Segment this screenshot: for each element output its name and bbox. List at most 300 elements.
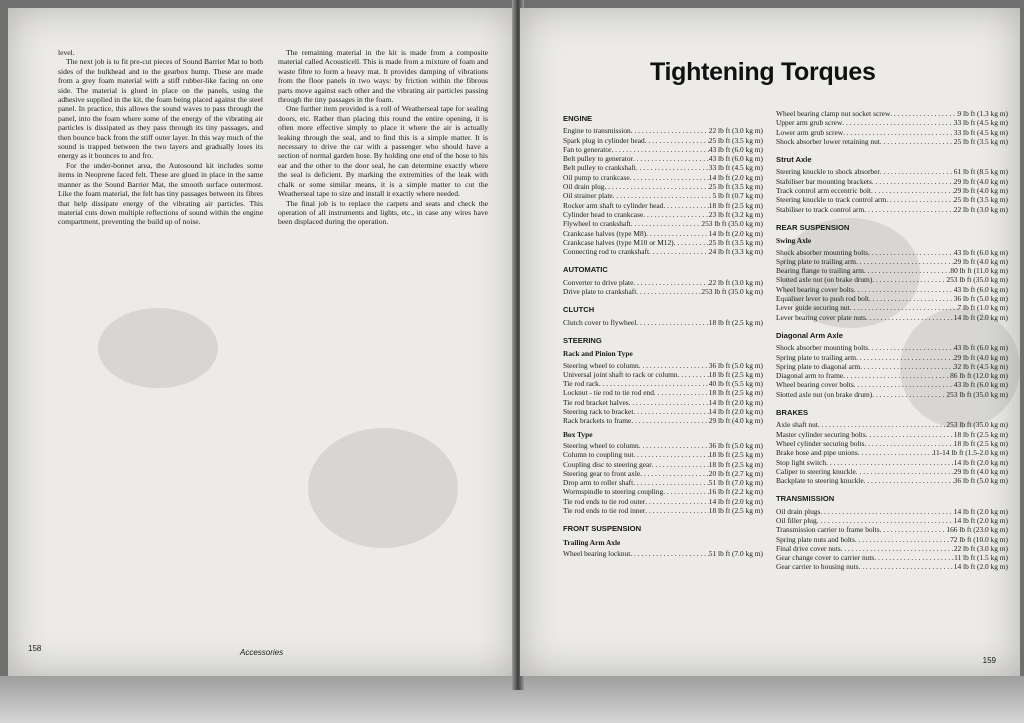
component-name: Track control arm eccentric bolt [776,186,871,196]
torque-row [776,266,1008,275]
component-name: Tie rod rack [563,379,599,389]
leader-dots [639,441,709,450]
torque-row [776,313,1008,322]
torque-value: 80 lb ft (11.0 kg m) [950,266,1008,276]
leader-dots [630,173,709,182]
torque-row [563,173,763,182]
stain [308,428,458,548]
component-name: Axle shaft nut [776,420,818,430]
torque-row [776,205,1008,214]
left-text-column-1 [58,48,263,227]
page-number-left: 158 [28,644,42,653]
leader-dots [678,370,709,379]
torque-value: 18 lb ft (2.5 kg m) [708,459,763,469]
leader-dots [820,507,953,516]
leader-dots [869,294,954,303]
leader-dots [636,163,709,172]
leader-dots [817,516,954,525]
torque-row [563,478,763,487]
component-name: Rack brackets to frame [563,416,632,426]
component-name: Steering knuckle to track control arm [776,195,887,205]
section-heading: Strut Axle [776,155,812,165]
leader-dots [890,109,957,118]
component-name: Oil strainer plate [563,191,613,201]
component-name: Slotted axle nut (on brake drum) [776,389,873,399]
leader-dots [886,195,954,204]
torque-row [776,294,1008,303]
leader-dots [633,154,709,163]
torque-row [776,285,1008,294]
component-name: Lower arm grub screw [776,127,844,137]
leader-dots [864,266,951,275]
component-name: Caliper to steering knuckle [776,466,856,476]
torque-value: 43 lb ft (6.0 kg m) [708,144,763,154]
torque-row [563,287,763,296]
torque-value: 18 lb ft (2.5 kg m) [953,429,1008,439]
torque-value: 22 lb ft (3.0 kg m) [953,543,1008,553]
subsection-heading: Swing Axle [776,236,812,246]
torque-value: 29 lb ft (4.0 kg m) [708,416,763,426]
torque-value: 25 lb ft (3.5 kg m) [708,237,763,247]
torque-value: 9 lb ft (1.3 kg m) [957,109,1008,118]
leader-dots [872,390,946,399]
section-heading: CLUTCH [563,305,595,315]
component-name: Oil drain plug [563,182,605,192]
torque-row [776,109,1008,118]
torque-value: 43 lb ft (6.0 kg m) [953,247,1008,257]
leader-dots [854,380,954,389]
leader-dots [880,167,954,176]
torque-value: 20 lb ft (2.7 kg m) [708,468,763,478]
leader-dots [645,136,709,145]
leader-dots [649,247,709,256]
leader-dots [854,285,954,294]
paragraph: For the under-bonnet area, the Autosound kit includes some items in Neoprene faced felt. These are glued in place in the same manner as the Sound Barrier Mat, the smooth surface outermost. Like the foam material, the felt has tiny passages between its fibres that help dissipate energy of the vibrating air particles. This material cuts down multiple reflections of sound within the engine compartment, preventing the build up of noise. [58,160,263,227]
leader-dots [645,506,709,515]
component-name: Stabiliser to track control arm [776,204,865,214]
torque-row [563,407,763,416]
torque-row [776,275,1008,284]
leader-dots [633,278,708,287]
component-name: Spring plate nuts and bolts [776,534,855,544]
leader-dots [868,343,954,352]
torque-row [563,506,763,515]
leader-dots [636,318,709,327]
paragraph: The remaining material in the kit is made from a composite material called Acousticell. This is made from a mixture of foam and waste fibre to form a heavy mat. It provides damping of vibrations from the floor panels in two ways: by friction within the fibrous parts move against each other and the vibrating air particles passing through the tiny passages in the foam. [278,48,488,105]
torque-value: 14 lb ft (2.0 kg m) [953,515,1008,525]
torque-value: 36 lb ft (5.0 kg m) [953,294,1008,304]
leader-dots [872,177,954,186]
component-name: Fan to generator [563,144,612,154]
component-name: Wheel bearing cover bolts [776,380,854,390]
torque-value: 25 lb ft (3.5 kg m) [708,182,763,192]
leader-dots [652,460,709,469]
torque-value: 23 lb ft (3.2 kg m) [708,209,763,219]
subsection-heading: Rack and Pinion Type [563,349,633,359]
component-name: Crankcase halves (type M8) [563,228,647,238]
torque-row [776,430,1008,439]
torque-value: 86 lb ft (12.0 kg m) [950,371,1008,381]
torque-row [776,128,1008,137]
torque-row [563,182,763,191]
leader-dots [646,229,709,238]
leader-dots [631,219,702,228]
component-name: Final drive cover nuts [776,543,841,553]
leader-dots [640,469,709,478]
leader-dots [826,458,954,467]
torque-row [563,191,763,200]
leader-dots [633,407,708,416]
torque-row [563,163,763,172]
torque-table-column-a [563,105,763,558]
torque-value: 22 lb ft (3.0 kg m) [953,204,1008,214]
component-name: Lever bearing cover plate nuts [776,312,866,322]
component-name: Transmission carrier to frame bolts [776,525,880,535]
torque-value: 18 lb ft (2.5 kg m) [708,450,763,460]
leader-dots [866,313,954,322]
paragraph: The final job is to replace the carpets and seats and check the operation of all instruments and lights, etc., in case any wires have been displaced during the operation. [278,198,488,227]
leader-dots [864,205,954,214]
component-name: Cylinder head to crankcase [563,209,644,219]
component-name: Drop arm to roller shaft [563,478,634,488]
leader-dots [871,186,954,195]
torque-value: 11-14 lb ft (1.5-2.0 kg m) [932,448,1008,458]
left-text-column-2 [278,48,488,227]
torque-value: 33 lb ft (4.5 kg m) [953,127,1008,137]
component-name: Column to coupling nut [563,450,634,460]
torque-value: 25 lb ft (3.5 kg m) [953,195,1008,205]
leader-dots [858,448,933,457]
component-name: Spring plate to trailing arm [776,256,857,266]
section-heading: Diagonal Arm Axle [776,330,843,340]
component-name: Equaliser lever to push rod bolt [776,294,869,304]
component-name: Flywheel to crankshaft [563,219,631,229]
torque-value: 14 lb ft (2.0 kg m) [708,407,763,417]
component-name: Steering gear to front axle [563,468,641,478]
torque-row [776,380,1008,389]
torque-row [563,201,763,210]
component-name: Connecting rod to crankshaft [563,247,649,257]
torque-row [776,353,1008,362]
torque-row [563,379,763,388]
torque-row [776,476,1008,485]
component-name: Lever guide securing nut [776,303,850,313]
component-name: Oil drain plugs [776,506,821,516]
torque-row [776,303,1008,312]
torque-value: 253 lb ft (35.0 kg m) [946,275,1008,285]
torque-value: 29 lb ft (4.0 kg m) [953,466,1008,476]
leader-dots [874,553,954,562]
torque-value: 7 lb ft (1.0 kg m) [957,303,1008,313]
leader-dots [843,128,954,137]
leader-dots [868,248,954,257]
component-name: Steering knuckle to shock absorber [776,167,880,177]
component-name: Slotted axle nut (on brake drum) [776,275,873,285]
section-heading: AUTOMATIC [563,265,608,275]
stain [98,308,218,388]
torque-row [776,544,1008,553]
leader-dots [631,126,709,135]
torque-row [563,126,763,135]
leader-dots [631,416,708,425]
torque-row [563,398,763,407]
component-name: Universal joint shaft to rack or column [563,369,678,379]
torque-row [563,370,763,379]
torque-row [776,390,1008,399]
torque-row [776,535,1008,544]
torque-value: 33 lb ft (4.5 kg m) [953,118,1008,128]
running-footer: Accessories [240,648,284,657]
torque-row [776,458,1008,467]
leader-dots [674,238,709,247]
torque-row [776,371,1008,380]
torque-row [563,460,763,469]
paragraph: level. [58,48,75,57]
torque-value: 43 lb ft (6.0 kg m) [708,154,763,164]
torque-row [563,469,763,478]
torque-row [563,247,763,256]
leader-dots [654,388,709,397]
torque-row [776,562,1008,571]
torque-row [563,318,763,327]
leader-dots [860,362,954,371]
torque-value: 61 lb ft (8.5 kg m) [953,167,1008,177]
leader-dots [629,398,709,407]
torque-value: 253 lb ft (35.0 kg m) [701,287,763,297]
torque-row [776,257,1008,266]
leader-dots [633,478,709,487]
component-name: Diagonal arm to frame [776,371,844,381]
component-name: Belt pulley to crankshaft [563,163,636,173]
torque-value: 29 lb ft (4.0 kg m) [953,176,1008,186]
torque-row [776,137,1008,146]
section-heading: BRAKES [776,408,809,418]
torque-row [563,210,763,219]
paragraph: The next job is to fit pre-cut pieces of Sound Barrier Mat to both sides of the bulkhead and to the gearbox hump. These are made from a grey foam material with a stiff rubber-like facing on one side. The material is glued in place on the panels, using the adhesive supplied in the kit, the foam being placed against the steel panel. In practice, this allows the sound waves to pass through the panel, into the foam where some of the energy of the vibrating air particles is dissipated as they pass through its tiny passages, and then bounce back from the stiff outer layer. In this way much of the sound is trapped between the two layers and gradually loses its energy as it bounces to and fro. [58,57,263,161]
torque-value: 14 lb ft (2.0 kg m) [708,228,763,238]
torque-row [563,278,763,287]
torque-value: 16 lb ft (2.2 kg m) [708,487,763,497]
torque-value: 43 lb ft (6.0 kg m) [953,380,1008,390]
component-name: Shock absorber mounting bolts [776,247,869,257]
leader-dots [613,191,713,200]
section-heading: REAR SUSPENSION [776,222,850,232]
torque-value: 32 lb ft (4.5 kg m) [953,361,1008,371]
torque-row [776,195,1008,204]
torque-value: 166 lb ft (23.0 kg m) [946,525,1008,535]
torque-row [776,525,1008,534]
leader-dots [864,439,953,448]
torque-value: 18 lb ft (2.5 kg m) [708,317,763,327]
torque-value: 25 lb ft (3.5 kg m) [953,136,1008,146]
leader-dots [850,303,958,312]
torque-row [563,154,763,163]
torque-value: 51 lb ft (7.0 kg m) [708,548,763,558]
component-name: Steering wheel to column [563,440,639,450]
torque-value: 14 lb ft (2.0 kg m) [708,496,763,506]
leader-dots [856,353,954,362]
leader-dots [855,535,950,544]
leader-dots [636,287,701,296]
section-heading: TRANSMISSION [776,494,835,504]
torque-row [776,516,1008,525]
leader-dots [866,430,954,439]
torque-row [563,549,763,558]
subsection-heading: Trailing Arm Axle [563,537,621,547]
leader-dots [645,497,709,506]
torque-value: 14 lb ft (2.0 kg m) [708,397,763,407]
torque-row [563,416,763,425]
leader-dots [611,145,708,154]
torque-value: 14 lb ft (2.0 kg m) [953,562,1008,572]
torque-value: 25 lb ft (3.5 kg m) [708,135,763,145]
torque-row [776,439,1008,448]
torque-row [776,467,1008,476]
torque-value: 36 lb ft (5.0 kg m) [708,440,763,450]
component-name: Wheel bearing cover bolts [776,284,854,294]
leader-dots [663,201,708,210]
component-name: Belt pulley to generator [563,154,633,164]
component-name: Oil pump to crankcase [563,172,630,182]
component-name: Wheel bearing clamp nut socket screw [776,109,891,118]
torque-table-column-b [776,109,1008,572]
torque-row [563,388,763,397]
component-name: Brake hose and pipe unions [776,448,858,458]
page-number-right: 159 [982,656,996,665]
section-heading: STEERING [563,335,602,345]
subsection-heading: Box Type [563,429,593,439]
component-name: Wheel bearing locknut [563,548,631,558]
leader-dots [633,450,708,459]
component-name: Steering rack to bracket [563,407,634,417]
component-name: Tie rod bracket halves [563,397,629,407]
torque-row [563,238,763,247]
torque-value: 14 lb ft (2.0 kg m) [953,506,1008,516]
leader-dots [864,476,954,485]
leader-dots [639,361,709,370]
page-title: Tightening Torques [650,58,876,86]
component-name: Tie rod ends to tie rod inner [563,505,646,515]
component-name: Backplate to steering knuckle [776,476,864,486]
torque-value: 43 lb ft (6.0 kg m) [953,284,1008,294]
torque-row [776,118,1008,127]
torque-value: 253 lb ft (35.0 kg m) [946,420,1008,430]
leader-dots [643,210,709,219]
torque-value: 72 lb ft (10.0 kg m) [950,534,1008,544]
component-name: Rocker arm shaft to cylinder head [563,200,664,210]
torque-row [776,186,1008,195]
leader-dots [818,420,947,429]
torque-row [563,441,763,450]
torque-value: 14 lb ft (2.0 kg m) [953,312,1008,322]
torque-row [776,362,1008,371]
section-heading: ENGINE [563,114,593,123]
torque-value: 18 lb ft (2.5 kg m) [708,505,763,515]
leader-dots [856,257,954,266]
leader-dots [599,379,709,388]
leader-dots [880,525,947,534]
component-name: Engine to transmission [563,126,631,136]
leader-dots [663,487,709,496]
leader-dots [880,137,954,146]
component-name: Gear carrier to housing nuts [776,562,859,572]
torque-row [563,497,763,506]
leader-dots [630,549,708,558]
torque-value: 18 lb ft (2.5 kg m) [953,438,1008,448]
torque-value: 253 lb ft (35.0 kg m) [701,219,763,229]
torque-value: 24 lb ft (3.3 kg m) [708,247,763,257]
torque-value: 14 lb ft (2.0 kg m) [708,172,763,182]
torque-value: 5 lb ft (0.7 kg m) [712,191,763,201]
component-name: Bearing flange to trailing arm [776,266,864,276]
torque-value: 11 lb ft (1.5 kg m) [954,553,1008,563]
component-name: Gear change cover to carrier nuts [776,553,875,563]
torque-value: 29 lb ft (4.0 kg m) [953,256,1008,266]
torque-row [776,167,1008,176]
torque-value: 18 lb ft (2.5 kg m) [708,388,763,398]
torque-value: 51 lb ft (7.0 kg m) [708,478,763,488]
leader-dots [842,118,954,127]
leader-dots [859,562,954,571]
component-name: Tie rod ends to tie rod outer [563,496,646,506]
torque-row [563,487,763,496]
leader-dots [872,275,946,284]
torque-value: 36 lb ft (5.0 kg m) [953,476,1008,486]
torque-value: 43 lb ft (6.0 kg m) [953,343,1008,353]
torque-row [776,553,1008,562]
torque-row [563,136,763,145]
component-name: Clutch cover to flywheel [563,317,637,327]
torque-row [776,343,1008,352]
torque-value: 22 lb ft (3.0 kg m) [708,277,763,287]
torque-row [776,248,1008,257]
torque-value: 18 lb ft (2.5 kg m) [708,200,763,210]
left-page [8,8,516,676]
torque-value: 22 lb ft (3.0 kg m) [708,126,763,136]
torque-row [563,229,763,238]
leader-dots [841,544,954,553]
component-name: Stabiliser bar mounting brackets [776,176,872,186]
leader-dots [604,182,708,191]
component-name: Crankcase halves (type M10 or M12) [563,237,674,247]
torque-row [776,448,1008,457]
torque-value: 18 lb ft (2.5 kg m) [708,369,763,379]
torque-value: 33 lb ft (4.5 kg m) [708,163,763,173]
component-name: Steering wheel to column [563,360,639,370]
component-name: Drive plate to crankshaft [563,287,637,297]
component-name: Spark plug in cylinder head [563,135,645,145]
torque-row [563,219,763,228]
component-name: Master cylinder securing bolts [776,429,866,439]
torque-row [776,507,1008,516]
component-name: Wheel cylinder securing bolts [776,438,865,448]
component-name: Shock absorber lower retaining nut [776,136,880,146]
torque-value: 253 lb ft (35.0 kg m) [946,389,1008,399]
component-name: Spring plate to diagonal arm [776,361,861,371]
torque-value: 14 lb ft (2.0 kg m) [953,457,1008,467]
leader-dots [843,371,950,380]
torque-row [776,177,1008,186]
component-name: Wormspindle to steering coupling [563,487,664,497]
torque-value: 36 lb ft (5.0 kg m) [708,360,763,370]
torque-value: 40 lb ft (5.5 kg m) [708,379,763,389]
torque-row [563,145,763,154]
leader-dots [856,467,954,476]
component-name: Oil filler plug [776,515,817,525]
component-name: Shock absorber mounting bolts [776,343,869,353]
component-name: Locknut - tie rod to tie rod end [563,388,654,398]
component-name: Spring plate to trailing arm [776,352,857,362]
